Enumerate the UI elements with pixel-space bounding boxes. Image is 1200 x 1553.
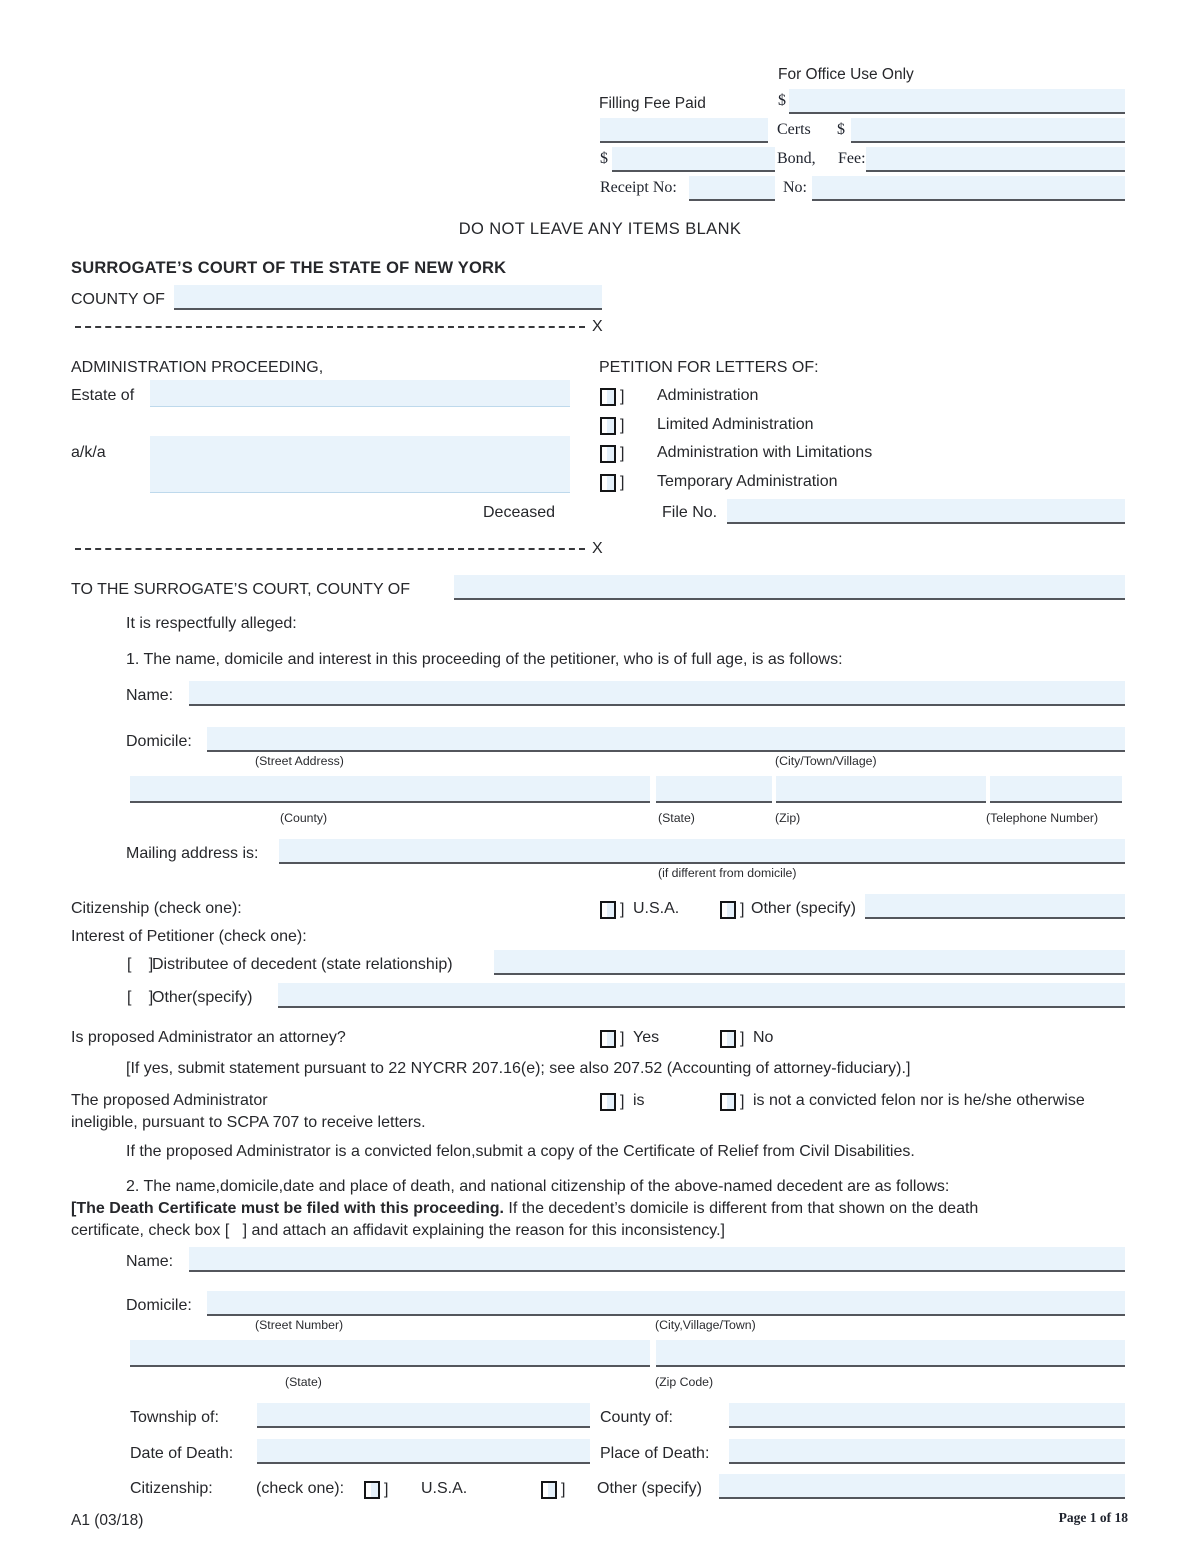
checkbox-decedent-usa[interactable] — [364, 1481, 388, 1499]
interest-other-label: Other(specify) — [152, 989, 253, 1006]
petitioner-name-label: Name: — [126, 687, 174, 704]
file-no-input[interactable] — [727, 499, 1125, 524]
checkbox-box — [600, 445, 616, 463]
decedent-citizenship-label: Citizenship: — [130, 1480, 213, 1497]
checkbox-limited-administration[interactable] — [600, 417, 624, 435]
petitioner-zip-input[interactable] — [776, 776, 986, 803]
alleged-text: It is respectfully alleged: — [126, 615, 297, 632]
street-address-hint: (Street Address) — [255, 754, 344, 768]
aka-textarea[interactable] — [150, 436, 570, 493]
death-cert-line2: certificate, check box [ ] and attach an affidavit explaining the reason for this inconsistency.] — [71, 1222, 725, 1239]
receipt-no-input[interactable] — [689, 176, 775, 201]
proceeding-label: ADMINISTRATION PROCEEDING, — [71, 359, 324, 376]
petitioner-state-input[interactable] — [656, 776, 772, 803]
decedent-name-input[interactable] — [189, 1247, 1125, 1272]
dashed-separator — [75, 316, 585, 328]
option-limited-administration-label: Limited Administration — [657, 416, 814, 433]
option-administration-with-limitations-label: Administration with Limitations — [657, 444, 873, 461]
fee-label: Fee: — [838, 150, 866, 167]
checkbox-box — [600, 417, 616, 435]
estate-of-input[interactable] — [150, 380, 570, 407]
option-administration-label: Administration — [657, 387, 759, 404]
place-of-death-label: Place of Death: — [600, 1445, 710, 1462]
mailing-address-label: Mailing address is: — [126, 845, 259, 862]
city-town-village-hint: (City/Town/Village) — [775, 754, 877, 768]
city-village-town-hint: (City,Village/Town) — [655, 1318, 756, 1332]
receipt-no-label: Receipt No: — [600, 179, 677, 196]
death-cert-rest: If the decedent’s domicile is different from that shown on the death — [503, 1200, 979, 1217]
checkbox-box — [600, 474, 616, 492]
checkbox-box — [541, 1481, 557, 1499]
checkbox-box — [600, 901, 616, 919]
file-no-label: File No. — [662, 504, 718, 521]
checkbox-box — [720, 1093, 736, 1111]
checkbox-attorney-yes[interactable] — [600, 1030, 624, 1048]
street-number-hint: (Street Number) — [255, 1318, 344, 1332]
checkbox-citizenship-other[interactable] — [720, 901, 744, 919]
felon-note: If the proposed Administrator is a convicted felon,submit a copy of the Certificate of Relief from Civil Disabilities. — [126, 1143, 915, 1160]
no-label: No: — [783, 179, 807, 196]
item1-text: 1. The name, domicile and interest in this proceeding of the petitioner, who is of full age, is as follows: — [126, 651, 843, 668]
attorney-question: Is proposed Administrator an attorney? — [71, 1029, 346, 1046]
mailing-note: (if different from domicile) — [658, 866, 797, 880]
x-mark: X — [592, 318, 603, 335]
telephone-hint: (Telephone Number) — [986, 811, 1099, 825]
citizenship-label: Citizenship (check one): — [71, 900, 242, 917]
bracket: ] — [740, 901, 745, 918]
dollar-sign: $ — [778, 92, 786, 109]
proposed-admin-label: The proposed Administrator — [71, 1092, 268, 1109]
checkbox-box — [364, 1481, 380, 1499]
petition-title: PETITION FOR LETTERS OF: — [599, 359, 819, 376]
usa-label: U.S.A. — [633, 900, 680, 917]
filing-fee-label: Filling Fee Paid — [599, 95, 706, 112]
citizenship-other-input[interactable] — [865, 894, 1125, 919]
township-input[interactable] — [257, 1403, 590, 1428]
bond-amount-input[interactable] — [612, 147, 775, 172]
bracket: ] — [620, 474, 625, 491]
bracket: ] — [740, 1030, 745, 1047]
checkbox-administration[interactable] — [600, 388, 624, 406]
estate-of-label: Estate of — [71, 387, 135, 404]
certs-label: Certs — [777, 121, 811, 138]
state-hint: (State) — [658, 811, 695, 825]
petitioner-domicile-label: Domicile: — [126, 733, 192, 750]
bracket: ] — [620, 445, 625, 462]
decedent-state-input[interactable] — [130, 1340, 650, 1367]
do-not-leave-blank-notice: DO NOT LEAVE ANY ITEMS BLANK — [458, 220, 742, 238]
checkbox-box — [720, 901, 736, 919]
checkbox-felon-is-not[interactable] — [720, 1093, 744, 1111]
checkbox-administration-with-limitations[interactable] — [600, 445, 624, 463]
date-of-death-label: Date of Death: — [130, 1445, 234, 1462]
to-court-label: TO THE SURROGATE’S COURT, COUNTY OF — [71, 581, 410, 598]
petitioner-name-input[interactable] — [189, 681, 1125, 706]
decedent-name-label: Name: — [126, 1253, 174, 1270]
dollar-sign: $ — [837, 121, 845, 138]
yes-label: Yes — [633, 1029, 660, 1046]
filing-fee-input[interactable] — [789, 89, 1125, 114]
nycrr-note: [If yes, submit statement pursuant to 22 NYCRR 207.16(e); see also 207.52 (Accounting of attorney-fiduciary).] — [126, 1060, 911, 1077]
empty-brackets: [ ] — [127, 989, 155, 1006]
deceased-label: Deceased — [483, 504, 556, 521]
checkbox-box — [600, 388, 616, 406]
option-temporary-administration-label: Temporary Administration — [657, 473, 838, 490]
bracket: ] — [620, 1093, 625, 1110]
decedent-domicile-label: Domicile: — [126, 1297, 192, 1314]
state-hint: (State) — [285, 1375, 322, 1389]
decedent-zip-input[interactable] — [656, 1340, 1125, 1367]
empty-brackets: [ ] — [127, 956, 155, 973]
place-of-death-input[interactable] — [729, 1439, 1125, 1464]
is-not-label: is not a convicted felon nor is he/she otherwise — [753, 1092, 1085, 1109]
ineligible-text: ineligible, pursuant to SCPA 707 to receive letters. — [71, 1114, 426, 1131]
office-use-title: For Office Use Only — [778, 66, 914, 83]
county-hint: (County) — [280, 811, 328, 825]
checkbox-box — [720, 1030, 736, 1048]
zip-code-hint: (Zip Code) — [655, 1375, 714, 1389]
petitioner-domicile-street-input[interactable] — [207, 727, 1125, 752]
bracket: ] — [384, 1481, 389, 1498]
other-specify-label: Other (specify) — [751, 900, 856, 917]
is-label: is — [633, 1092, 645, 1109]
form-code: A1 (03/18) — [71, 1512, 144, 1529]
checkbox-temporary-administration[interactable] — [600, 474, 624, 492]
page-number: Page 1 of 18 — [1058, 1510, 1128, 1525]
decedent-citizenship-other-input[interactable] — [719, 1474, 1125, 1499]
distributee-relationship-input[interactable] — [494, 950, 1125, 975]
decedent-county-input[interactable] — [729, 1403, 1125, 1428]
bond-no-input[interactable] — [812, 176, 1125, 201]
petitioner-telephone-input[interactable] — [990, 776, 1122, 803]
no-label: No — [753, 1029, 774, 1046]
bracket: ] — [740, 1093, 745, 1110]
bracket: ] — [561, 1481, 566, 1498]
interest-label: Interest of Petitioner (check one): — [71, 928, 307, 945]
dashed-separator — [75, 538, 585, 550]
x-mark: X — [592, 540, 603, 557]
bracket: ] — [620, 1030, 625, 1047]
county-of-label: COUNTY OF — [71, 291, 165, 308]
checkbox-box — [600, 1093, 616, 1111]
petitioner-county-input[interactable] — [130, 776, 650, 803]
death-cert-bold: [The Death Certificate must be filed with this proceeding. — [71, 1200, 504, 1217]
item2-text: 2. The name,domicile,date and place of death, and national citizenship of the above-named decedent are as follows: — [126, 1178, 950, 1195]
zip-hint: (Zip) — [775, 811, 801, 825]
bracket: ] — [620, 417, 625, 434]
checkbox-citizenship-usa[interactable] — [600, 901, 624, 919]
bracket: ] — [620, 901, 625, 918]
date-of-death-input[interactable] — [257, 1439, 590, 1464]
bracket: ] — [620, 388, 625, 405]
usa-label2: U.S.A. — [421, 1480, 468, 1497]
office-blank-input[interactable] — [600, 118, 768, 143]
county-of-label2: County of: — [600, 1409, 673, 1426]
township-label: Township of: — [130, 1409, 219, 1426]
court-county-input[interactable] — [454, 575, 1125, 600]
other-specify-label2: Other (specify) — [597, 1480, 702, 1497]
interest-other-input[interactable] — [278, 983, 1125, 1008]
bond-label: Bond, — [777, 150, 816, 167]
checkbox-felon-is[interactable] — [600, 1093, 624, 1111]
aka-label: a/k/a — [71, 444, 106, 461]
distributee-label: Distributee of decedent (state relationship) — [152, 956, 453, 973]
checkbox-attorney-no[interactable] — [720, 1030, 744, 1048]
checkbox-box — [600, 1030, 616, 1048]
checkbox-decedent-other[interactable] — [541, 1481, 565, 1499]
certs-amount-input[interactable] — [851, 118, 1125, 143]
bond-fee-input[interactable] — [866, 147, 1125, 172]
mailing-address-input[interactable] — [279, 839, 1125, 864]
death-cert-line1 — [71, 1200, 978, 1218]
decedent-domicile-street-input[interactable] — [207, 1291, 1125, 1316]
county-of-input[interactable] — [174, 285, 602, 310]
dollar-sign: $ — [600, 150, 608, 167]
check-one-label: (check one): — [256, 1480, 345, 1497]
court-title: SURROGATE’S COURT OF THE STATE OF NEW YORK — [71, 259, 507, 277]
